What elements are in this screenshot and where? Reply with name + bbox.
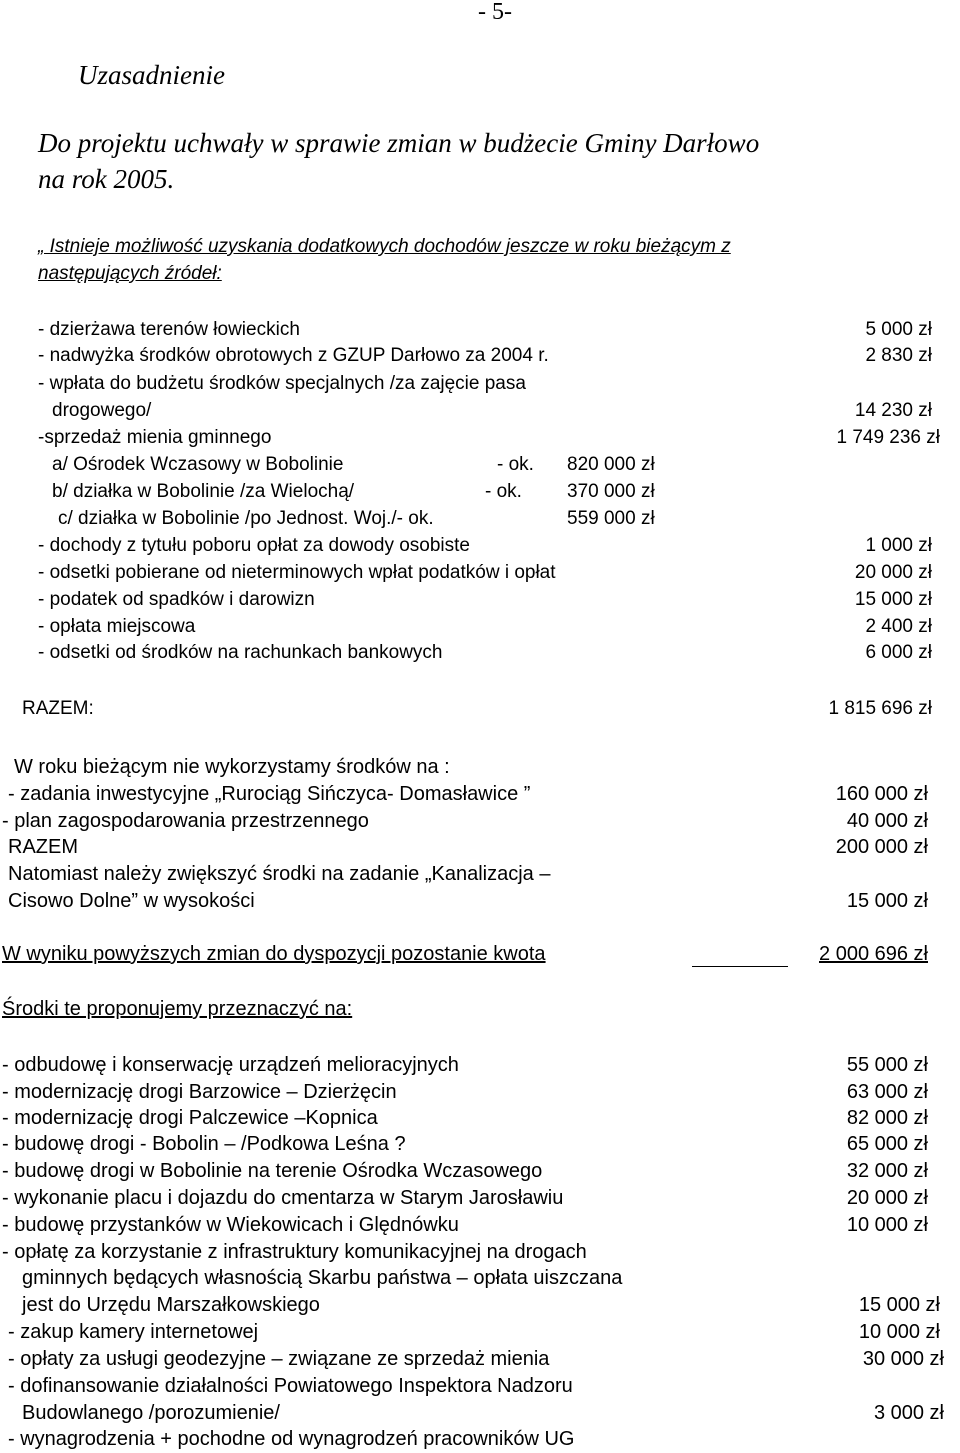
income-amount: 2 830 zł [865,345,932,366]
sale-item: a/ Ośrodek Wczasowy w Bobolinie [52,454,344,475]
income-amount: 1 000 zł [865,535,932,556]
pinb-line-1: - dofinansowanie działalności Powiatowego Inspektora Nadzoru [8,1375,573,1397]
income-amount: 15 000 zł [854,589,932,610]
allocation-item: - budowę drogi w Bobolinie na terenie Ośrodka Wczasowego [2,1160,543,1182]
allocation-amount: 65 000 zł [846,1133,928,1155]
income-amount: 14 230 zł [854,400,932,421]
unused-heading: W roku bieżącym nie wykorzystamy środków na : [14,756,450,778]
infra-line-3: jest do Urzędu Marszałkowskiego [22,1294,320,1316]
sale-item-ok: - ok. [497,454,534,475]
unused-item: - plan zagospodarowania przestrzennego [2,810,369,832]
income-item: - odsetki od środków na rachunkach bankowych [38,642,443,663]
intro-line-1: „ Istnieje możliwość uzyskania dodatkowych dochodów jeszcze w roku bieżącym z [38,236,731,257]
income-amount: 2 400 zł [865,616,932,637]
income-item: drogowego/ [52,400,152,421]
allocation-amount: 63 000 zł [846,1081,928,1103]
remaining-underline-gap [692,966,788,967]
income-amount: 20 000 zł [854,562,932,583]
income-item: - dochody z tytułu poboru opłat za dowody osobiste [38,535,470,556]
remaining-amount: 2 000 696 zł [819,943,928,965]
income-item: -sprzedaż mienia gminnego [38,427,272,448]
unused-amount: 40 000 zł [846,810,928,832]
allocation-item: - opłaty za usługi geodezyjne – związane ze sprzedaż mienia [8,1348,550,1370]
sale-item-amount: 370 000 zł [567,481,655,502]
remaining-label: W wyniku powyższych zmian do dyspozycji pozostanie kwota [2,943,546,965]
income-item: - dzierżawa terenów łowieckich [38,319,300,340]
total-amount: 1 815 696 zł [828,698,932,719]
infra-line-2: gminnych będących własnością Skarbu państwa – opłata uiszczana [22,1267,623,1289]
allocation-item: - wykonanie placu i dojazdu do cmentarza w Starym Jarosławiu [2,1187,564,1209]
infra-amount: 15 000 zł [858,1294,940,1316]
increase-line-1: Natomiast należy zwiększyć środki na zadanie „Kanalizacja – [8,863,551,885]
total-label: RAZEM: [22,698,94,719]
increase-amount: 15 000 zł [846,890,928,912]
allocation-amount: 10 000 zł [846,1214,928,1236]
unused-total-label: RAZEM [8,836,78,858]
allocation-amount: 30 000 zł [862,1348,944,1370]
allocation-item: - budowę drogi - Bobolin – /Podkowa Leśna ? [2,1133,406,1155]
income-amount: 1 749 236 zł [836,427,940,448]
allocation-amount: 10 000 zł [858,1321,940,1343]
intro-line-2: następujących źródeł: [38,263,222,284]
page-number: - 5- [478,0,512,25]
sale-item: c/ działka w Bobolinie /po Jednost. Woj./- ok. [58,508,434,529]
subject-line-2: na rok 2005. [38,164,175,194]
income-amount: 5 000 zł [865,319,932,340]
document-heading: Uzasadnienie [78,60,225,90]
allocation-item: - budowę przystanków w Wiekowicach i Ględnówku [2,1214,459,1236]
pinb-line-2: Budowlanego /porozumienie/ [22,1402,280,1424]
unused-total-amount: 200 000 zł [835,836,928,858]
sale-item-ok: - ok. [485,481,522,502]
income-item: - wpłata do budżetu środków specjalnych /za zajęcie pasa [38,373,526,394]
income-amount: 6 000 zł [865,642,932,663]
allocation-amount: 20 000 zł [846,1187,928,1209]
sale-item-amount: 559 000 zł [567,508,655,529]
allocation-amount: 32 000 zł [846,1160,928,1182]
increase-line-2: Cisowo Dolne” w wysokości [8,890,255,912]
infra-line-1: - opłatę za korzystanie z infrastruktury komunikacyjnej na drogach [2,1241,587,1263]
unused-item: - zadania inwestycyjne „Rurociąg Sińczyca- Domasławice ” [8,783,531,805]
income-item: - podatek od spadków i darowizn [38,589,315,610]
allocation-amount: 82 000 zł [846,1107,928,1129]
allocation-amount: 55 000 zł [846,1054,928,1076]
allocation-item: - odbudowę i konserwację urządzeń melioracyjnych [2,1054,459,1076]
income-item: - odsetki pobierane od nieterminowych wpłat podatków i opłat [38,562,556,583]
unused-amount: 160 000 zł [835,783,928,805]
pinb-amount: 3 000 zł [873,1402,944,1424]
allocation-item: - modernizację drogi Palczewice –Kopnica [2,1107,378,1129]
allocate-heading: Środki te proponujemy przeznaczyć na: [2,998,353,1020]
allocation-item: - modernizację drogi Barzowice – Dzierżęcin [2,1081,397,1103]
allocation-item: - zakup kamery internetowej [8,1321,259,1343]
income-item: - opłata miejscowa [38,616,196,637]
subject-line-1: Do projektu uchwały w sprawie zmian w budżecie Gminy Darłowo [38,128,760,158]
sale-item: b/ działka w Bobolinie /za Wielochą/ [52,481,355,502]
last-line: - wynagrodzenia + pochodne od wynagrodzeń pracowników UG [8,1428,575,1450]
sale-item-amount: 820 000 zł [567,454,655,475]
income-item: - nadwyżka środków obrotowych z GZUP Darłowo za 2004 r. [38,345,549,366]
